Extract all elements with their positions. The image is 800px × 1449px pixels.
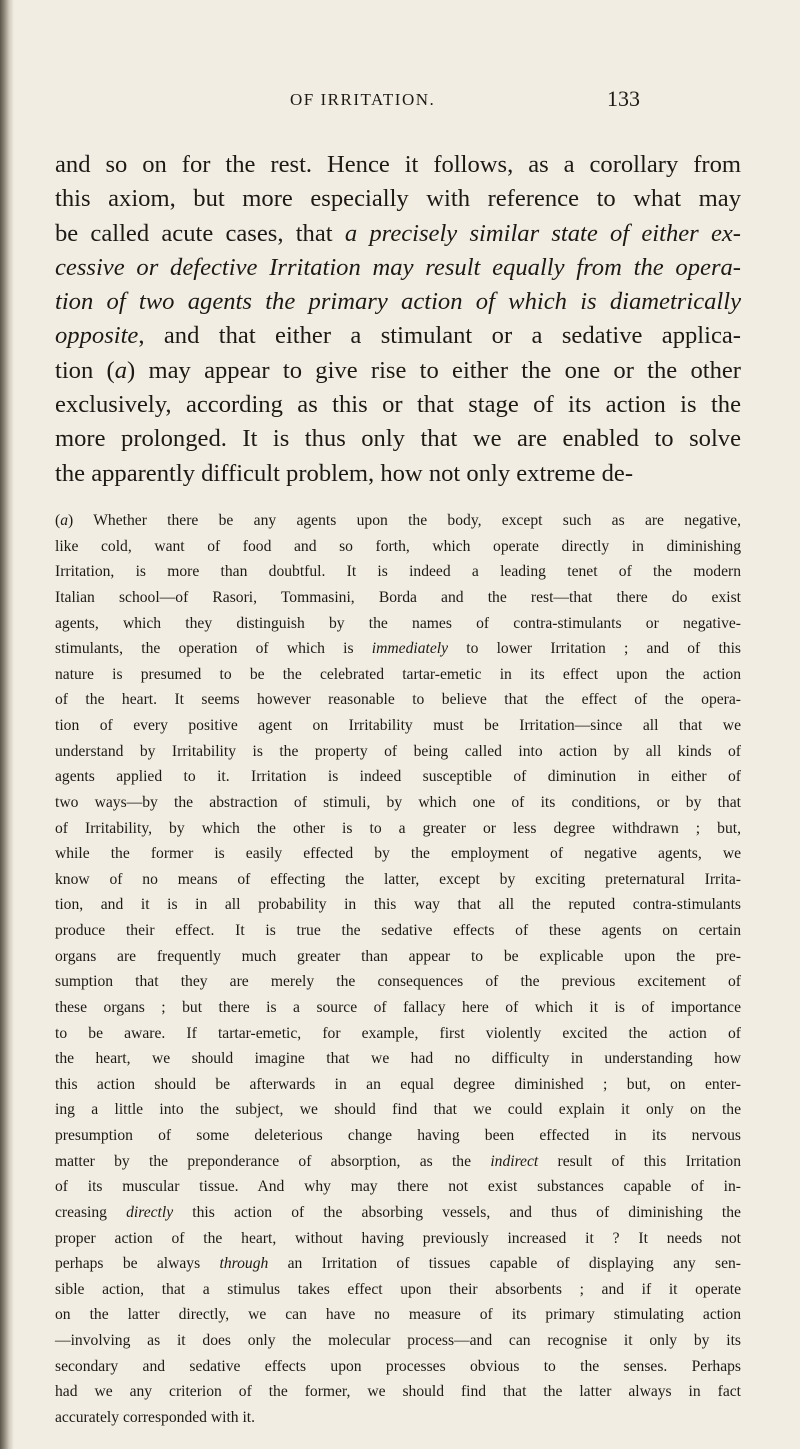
footnote-line: accurately corresponded with it. (55, 1408, 256, 1426)
footnote-line: understand by Irritability is the property of being called into action by all kinds of (55, 742, 741, 760)
footnote-line: know of no means of effecting the latter, except by exciting preternatural Irrita- (55, 870, 741, 888)
footnote-line: of its muscular tissue. And why may there not exist substances capable of in- (55, 1178, 741, 1196)
footnote-line: on the latter directly, we can have no measure of its primary stimulating action (55, 1306, 741, 1324)
footnote-line: nature is presumed to be the celebrated tartar-emetic in its effect upon the action (55, 665, 741, 683)
running-title: OF IRRITATION. (290, 90, 436, 109)
main-paragraph (55, 148, 741, 491)
body-text-line: opposite, and that either a stimulant or a sedative applica- (55, 322, 741, 350)
footnote-line: perhaps be always through an Irritation of tissues capable of displaying any sen- (55, 1255, 741, 1273)
footnote-line: (a) Whether there be any agents upon the body, except such as are negative, (55, 512, 741, 529)
footnote-line: agents, which they distinguish by the names of contra-stimulants or negative- (55, 614, 741, 632)
page-gutter-shadow (0, 0, 14, 1449)
footnote-line: sumption that they are merely the consequences of the previous excitement of (55, 973, 741, 991)
footnote-line: Italian school—of Rasori, Tommasini, Borda and the rest—that there do exist (55, 588, 741, 606)
footnote-line: ing a little into the subject, we should find that we could explain it only on the (55, 1101, 741, 1119)
body-text-line: more prolonged. It is thus only that we are enabled to solve (55, 425, 741, 453)
footnote-line: agents applied to it. Irritation is indeed susceptible of diminution in either of (55, 768, 741, 786)
footnote-line: Irritation, is more than doubtful. It is indeed a leading tenet of the modern (55, 563, 741, 581)
footnote-line: like cold, want of food and so forth, which operate directly in diminishing (55, 537, 741, 555)
footnote-line: matter by the preponderance of absorption, as the indirect result of this Irritation (55, 1152, 741, 1170)
body-text-line: and so on for the rest. Hence it follows, as a corollary from (55, 151, 741, 178)
footnote-line: tion of every positive agent on Irritability must be Irritation—since all that we (55, 717, 741, 734)
footnote-line: —involving as it does only the molecular process—and can recognise it only by its (55, 1332, 741, 1349)
footnote-line: two ways—by the abstraction of stimuli, by which one of its conditions, or by that (55, 793, 741, 811)
footnote-line: produce their effect. It is true the sedative effects of these agents on certain (55, 922, 741, 939)
body-text-line: the apparently difficult problem, how not only extreme de- (55, 459, 634, 487)
footnote-line: of the heart. It seems however reasonable to believe that the effect of the opera- (55, 691, 741, 709)
footnote-line: to be aware. If tartar-emetic, for example, first violently excited the action of (55, 1024, 741, 1042)
footnote-line: this action should be afterwards in an equal degree diminished ; but, on enter- (55, 1075, 741, 1093)
footnote-line: sible action, that a stimulus takes effect upon their absorbents ; and if it operate (55, 1280, 741, 1298)
footnote-line: of Irritability, by which the other is to a greater or less degree withdrawn ; but, (55, 819, 741, 837)
footnote-line: these organs ; but there is a source of fallacy here of which it is of importance (55, 998, 741, 1016)
footnote-line: had we any criterion of the former, we should find that the latter always in fact (55, 1383, 741, 1401)
footnote-line: organs are frequently much greater than appear to be explicable upon the pre- (55, 947, 741, 965)
footnote-line: tion, and it is in all probability in this way that all the reputed contra-stimulants (55, 896, 741, 914)
footnote-line: proper action of the heart, without having previously increased it ? It needs not (55, 1229, 741, 1247)
footnote-line: presumption of some deleterious change having been effected in its nervous (55, 1127, 741, 1144)
footnote-a (55, 508, 741, 1431)
footnote-line: the heart, we should imagine that we had no difficulty in understanding how (55, 1050, 741, 1068)
footnote-line: while the former is easily effected by the employment of negative agents, we (55, 845, 741, 863)
body-text-line: tion of two agents the primary action of which is diametrically (55, 288, 741, 316)
page-number: 133 (607, 86, 640, 111)
body-text-line: be called acute cases, that a precisely similar state of either ex- (55, 219, 741, 247)
page-header (0, 86, 800, 120)
footnote-line: stimulants, the operation of which is immediately to lower Irritation ; and of this (55, 640, 742, 658)
body-text-line: cessive or defective Irritation may result equally from the opera- (55, 253, 741, 281)
body-text-line: tion (a) may appear to give rise to either the one or the other (55, 356, 741, 384)
footnote-line: creasing directly this action of the absorbing vessels, and thus of diminishing the (55, 1203, 741, 1221)
footnote-line: secondary and sedative effects upon processes obvious to the senses. Perhaps (55, 1357, 741, 1375)
body-text-line: this axiom, but more especially with reference to what may (55, 185, 741, 213)
body-text-line: exclusively, according as this or that stage of its action is the (55, 391, 741, 419)
